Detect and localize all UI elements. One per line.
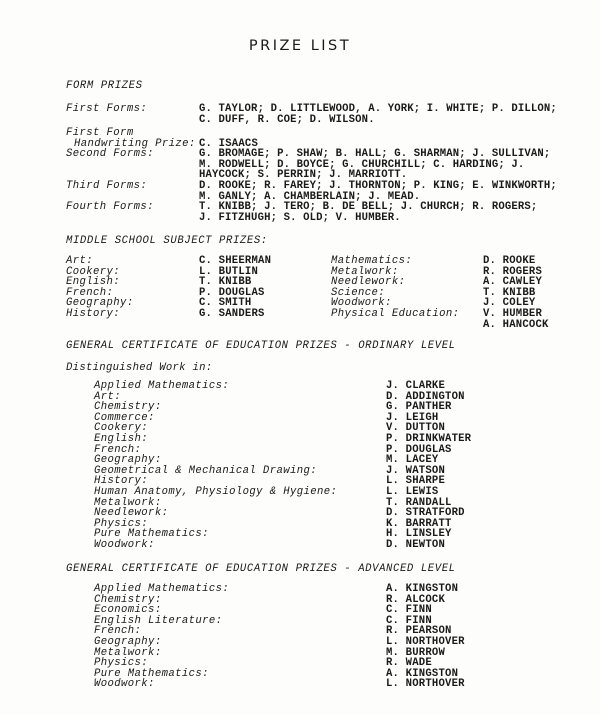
subject-label: English: — [66, 276, 121, 289]
winner-name: D. STRATFORD — [386, 507, 465, 520]
gce-ordinary-heading: GENERAL CERTIFICATE OF EDUCATION PRIZES - ORDINARY LEVEL — [66, 340, 456, 352]
winner-name: V. DUTTON — [386, 422, 446, 435]
gce-advanced-subjects — [94, 584, 229, 690]
second-forms-names — [199, 149, 550, 181]
winner-name: L. NORTHOVER — [386, 678, 465, 691]
gce-advanced-heading: GENERAL CERTIFICATE OF EDUCATION PRIZES - ADVANCED LEVEL — [66, 563, 456, 575]
subject-label: History: — [94, 475, 149, 488]
subject-label: Pure Mathematics: — [94, 528, 209, 541]
subject-label: Human Anatomy, Physiology & Hygiene: — [94, 485, 338, 498]
winner-name: R. PEARSON — [386, 625, 452, 638]
winner-name: J. WATSON — [386, 464, 446, 477]
subject-label: Chemistry: — [94, 593, 162, 606]
gce-ordinary-subheading: Distinguished Work in: — [66, 362, 213, 374]
subject-label: History: — [66, 307, 121, 320]
subject-label: Geometrical & Mechanical Drawing: — [94, 464, 317, 477]
subject-label: Cookery: — [94, 422, 149, 435]
winner-name: C. FINN — [386, 614, 432, 627]
handwriting-label-line1: First Form — [66, 127, 134, 139]
handwriting-prize-name: C. ISAACS — [199, 137, 259, 150]
subject-label: Metalwork: — [331, 265, 399, 278]
subject-label: Metalwork: — [94, 496, 162, 509]
third-forms-line: D. ROOKE; R. FAREY; J. THORNTON; P. KING; E. WINKWORTH; — [199, 180, 557, 192]
gce-ordinary-subjects — [94, 381, 337, 551]
winner-name: J. LEIGH — [386, 411, 439, 424]
winner-name: T. RANDALL — [386, 496, 452, 509]
subject-label: Mathematics: — [331, 255, 413, 267]
winner-name: G. SANDERS — [199, 307, 265, 320]
subject-label: French: — [94, 625, 142, 638]
winner-name: J. COLEY — [483, 297, 536, 310]
form-prizes-heading: FORM PRIZES — [66, 80, 143, 92]
subject-label: Woodwork: — [331, 297, 392, 310]
winner-name: C. SMITH — [199, 297, 252, 310]
subject-label: Needlework: — [94, 507, 169, 520]
winner-name: R. WADE — [386, 657, 432, 670]
winner-name: R. ALCOCK — [386, 593, 446, 606]
fourth-forms-names — [199, 202, 537, 223]
subject-label — [331, 320, 459, 331]
subject-label: Chemistry: — [94, 401, 162, 414]
subject-label: English: — [94, 432, 149, 445]
subject-label: Pure Mathematics: — [94, 667, 209, 680]
subject-label: Science: — [331, 286, 386, 299]
winner-name: L. NORTHOVER — [386, 635, 465, 648]
first-forms-names — [199, 104, 557, 125]
fourth-forms-line: T. KNIBB; J. TERO; B. DE BELL; J. CHURCH; R. ROGERS; — [199, 201, 538, 213]
subject-label: Art: — [94, 390, 122, 403]
winner-name: K. BARRATT — [386, 517, 452, 530]
second-forms-label: Second Forms: — [66, 148, 154, 161]
winner-name: L. LEWIS — [386, 485, 439, 498]
winner-name: C. FINN — [386, 604, 432, 617]
winner-name: A. KINGSTON — [386, 667, 459, 680]
winner-name: A. KINGSTON — [386, 583, 459, 595]
subject-label: Needlework: — [331, 276, 406, 289]
subject-label: Physics: — [94, 517, 149, 530]
winner-name: T. KNIBB — [199, 276, 252, 289]
subject-label: French: — [94, 443, 142, 456]
third-forms-line: M. GANLY; A. CHAMBERLAIN; J. MEAD. — [199, 190, 421, 203]
winner-name: D. ROOKE — [483, 255, 536, 267]
subject-label: Physics: — [94, 657, 149, 670]
fourth-forms-line: J. FITZHUGH; S. OLD; V. HUMBER. — [199, 211, 401, 224]
subject-label: English Literature: — [94, 614, 223, 627]
winner-name: D. ADDINGTON — [386, 390, 465, 403]
winner-name: R. ROGERS — [483, 265, 543, 278]
middle-school-left-names — [199, 256, 271, 320]
middle-school-heading: MIDDLE SCHOOL SUBJECT PRIZES: — [66, 235, 268, 247]
subject-label: Commerce: — [94, 411, 155, 424]
subject-label: Metalwork: — [94, 646, 162, 659]
winner-name: D. NEWTON — [386, 538, 446, 551]
winner-name: P. DRINKWATER — [386, 432, 472, 445]
winner-name: A. CAWLEY — [483, 276, 543, 289]
winner-name: P. DOUGLAS — [199, 286, 265, 299]
winner-name: J. CLARKE — [386, 380, 446, 392]
middle-school-right-subjects — [331, 256, 459, 330]
subject-label: Economics: — [94, 604, 162, 617]
winner-name: G. PANTHER — [386, 401, 452, 414]
winner-name: C. SHEERMAN — [199, 255, 272, 267]
first-forms-line: C. DUFF, R. COE; D. WILSON. — [199, 113, 375, 126]
gce-ordinary-names — [386, 381, 471, 551]
second-forms-line: M. RODWELL; D. BOYCE; G. CHURCHILL; C. HARDING; J. — [199, 158, 525, 171]
subject-label: Physical Education: — [331, 307, 460, 320]
first-forms-label: First Forms: — [66, 103, 148, 115]
handwriting-label-line2: Handwriting Prize: — [74, 137, 196, 150]
second-forms-line: HAYCOCK; S. PERRIN; J. MARRIOTT. — [199, 169, 408, 182]
gce-advanced-names — [386, 584, 465, 690]
winner-name: L. SHARPE — [386, 475, 446, 488]
subject-label: Geography: — [66, 297, 134, 310]
winner-name: P. DOUGLAS — [386, 443, 452, 456]
subject-label: Woodwork: — [94, 678, 155, 691]
subject-label: Woodwork: — [94, 538, 155, 551]
winner-name: M. LACEY — [386, 454, 439, 467]
winner-name: M. BURROW — [386, 646, 446, 659]
subject-label: Geography: — [94, 454, 162, 467]
subject-label: Cookery: — [66, 265, 121, 278]
third-forms-label: Third Forms: — [66, 180, 148, 192]
subject-label: Art: — [66, 255, 94, 267]
second-forms-line: G. BROMAGE; P. SHAW; B. HALL; G. SHARMAN; J. SULLIVAN; — [199, 148, 551, 161]
winner-name: L. BUTLIN — [199, 265, 259, 278]
middle-school-left-subjects — [66, 256, 134, 320]
page-title: PRIZE LIST — [248, 38, 352, 54]
winner-name: H. LINSLEY — [386, 528, 452, 541]
subject-label: Applied Mathematics: — [94, 583, 230, 595]
subject-label: Applied Mathematics: — [94, 380, 230, 392]
winner-name: A. HANCOCK — [483, 318, 549, 331]
subject-label: French: — [66, 286, 114, 299]
first-forms-line: G. TAYLOR; D. LITTLEWOOD, A. YORK; I. WHITE; P. DILLON; — [199, 103, 557, 115]
winner-name: V. HUMBER — [483, 307, 543, 320]
third-forms-names — [199, 181, 557, 202]
winner-name: T. KNIBB — [483, 286, 536, 299]
middle-school-right-names — [483, 256, 549, 330]
fourth-forms-label: Fourth Forms: — [66, 201, 154, 213]
subject-label: Geography: — [94, 635, 162, 648]
